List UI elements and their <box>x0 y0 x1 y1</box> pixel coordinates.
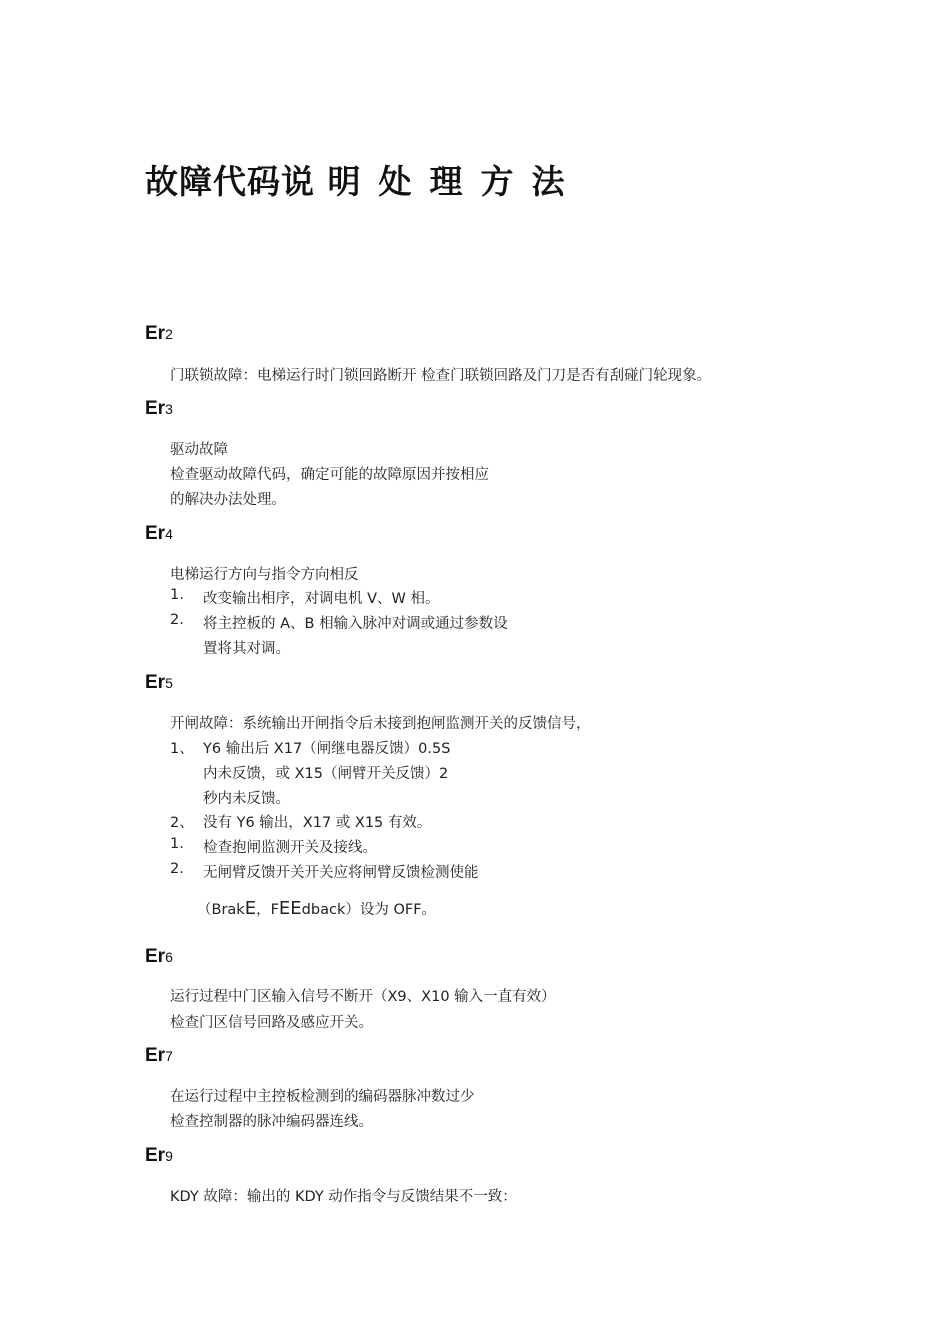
er7-description: 在运行过程中主控板检测到的编码器脉冲数过少 <box>170 1089 475 1105</box>
er4-item-2: 2. 将主控板的 A、B 相输入脉冲对调或通过参数设 <box>170 612 508 632</box>
fault-code-er5: Er5 <box>145 672 173 693</box>
fault-code-er2: Er2 <box>145 323 173 344</box>
title-spaced: 明处理方法 <box>327 162 583 201</box>
er5-cause-2: 2、 没有 Y6 输出，X17 或 X15 有效。 <box>170 815 432 831</box>
er3-solution-cont: 的解决办法处理。 <box>170 492 286 508</box>
er5-description: 开闸故障：系统输出开闸指令后未接到抱闸监测开关的反馈信号， <box>170 716 591 732</box>
er5-cause-1-cont2: 秒内未反馈。 <box>203 791 290 807</box>
er4-item-1: 1. 改变输出相序，对调电机 V、W 相。 <box>170 587 440 607</box>
er4-description: 电梯运行方向与指令方向相反 <box>170 567 359 583</box>
fault-code-er3: Er3 <box>145 398 173 419</box>
fault-code-er4: Er4 <box>145 523 173 544</box>
fault-code-er6: Er6 <box>145 946 173 967</box>
er5-cause-1-cont1: 内未反馈，或 X15（闸臂开关反馈）2 <box>203 766 449 782</box>
er5-fix-2-cont: （BrakE，FEEdback）设为 OFF。 <box>197 898 437 919</box>
fault-code-er7: Er7 <box>145 1045 173 1066</box>
er3-solution: 检查驱动故障代码，确定可能的故障原因并按相应 <box>170 467 489 483</box>
er5-fix-1: 1. 检查抱闸监测开关及接线。 <box>170 836 377 856</box>
er5-cause-1: 1、 Y6 输出后 X17（闸继电器反馈）0.5S <box>170 741 451 757</box>
er7-solution: 检查控制器的脉冲编码器连线。 <box>170 1114 373 1130</box>
er9-description: KDY 故障：输出的 KDY 动作指令与反馈结果不一致： <box>170 1189 517 1205</box>
fault-code-er9: Er9 <box>145 1145 173 1166</box>
er2-description: 门联锁故障：电梯运行时门锁回路断开 检查门联锁回路及门刀是否有刮碰门轮现象。 <box>170 368 712 384</box>
title-main: 故障代码说 <box>145 162 315 201</box>
er4-item-2-cont: 置将其对调。 <box>203 641 290 657</box>
er5-fix-2: 2. 无闸臂反馈开关开关应将闸臂反馈检测使能 <box>170 861 479 881</box>
er3-description: 驱动故障 <box>170 442 228 458</box>
page-title <box>145 156 583 203</box>
er6-description: 运行过程中门区输入信号不断开（X9、X10 输入一直有效） <box>170 989 556 1005</box>
er6-solution: 检查门区信号回路及感应开关。 <box>170 1015 373 1031</box>
